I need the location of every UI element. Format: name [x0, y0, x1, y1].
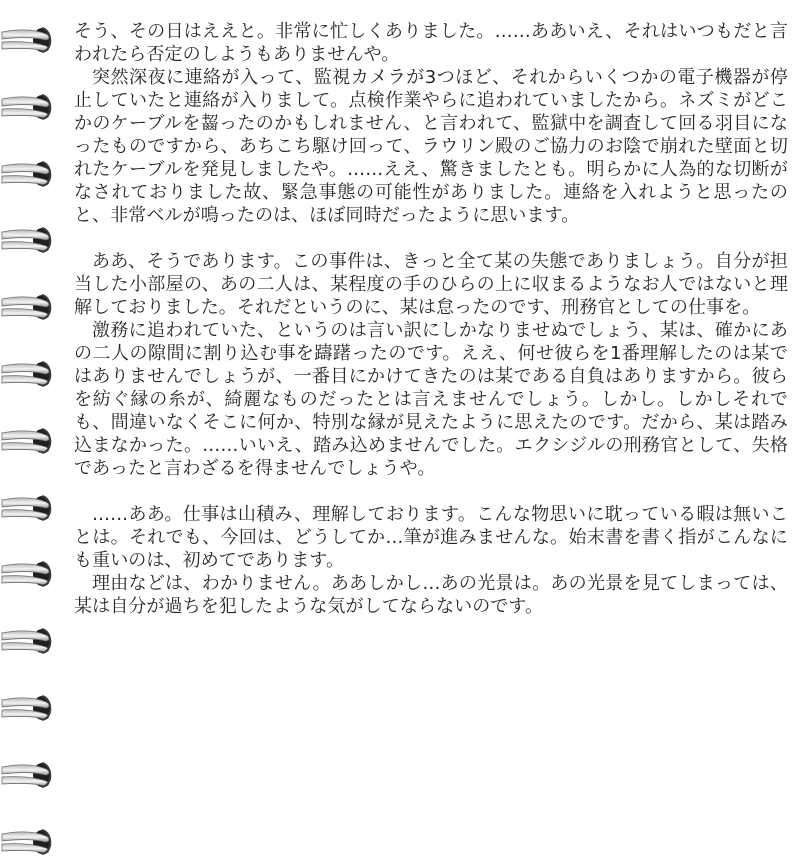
spiral-binding-ring-icon — [0, 289, 56, 325]
section-gap — [74, 227, 788, 250]
section-gap — [74, 480, 788, 503]
paragraph-3-1: ……ああ。仕事は山積み、理解しております。こんな物思いに耽っている暇は無いことは。それでも、今回は、どうしてか…筆が進みませんな。始末書を書く指がこんなにも重いのは、初めてであります。 — [74, 504, 788, 571]
spiral-binding-ring-icon — [0, 690, 56, 726]
spiral-binding-ring-icon — [0, 556, 56, 592]
spiral-binding-ring-icon — [0, 824, 56, 860]
spiral-binding-ring-icon — [0, 757, 56, 793]
spiral-binding — [0, 0, 62, 851]
spiral-binding-ring-icon — [0, 356, 56, 392]
paragraph-1-2: 突然深夜に連絡が入って、監視カメラが3つほど、それからいくつかの電子機器が停止していたと連絡が入りまして。点検作業やらに追われていましたから。ネズミがどこかのケーブルを齧ったのかもしれません、と言われて、監獄中を調査して回る羽目になったものですから、あちこち駆け回って、ラウリン殿のご協力のお陰で崩れた壁面と切れたケーブルを発見しましたや。……ええ、驚きましたとも。明らかに人為的な切断がなされておりました故、緊急事態の可能性がありました。連絡を入れようと思ったのと、非常ベルが鳴ったのは、ほぼ同時だったように思います。 — [74, 67, 788, 226]
spiral-binding-ring-icon — [0, 423, 56, 459]
paragraph-2-1: ああ、そうであります。この事件は、きっと全て某の失態でありましょう。自分が担当した小部屋の、あの二人は、某程度の手のひらの上に収まるようなお人ではないと理解しておりました。それだというのに、某は怠ったのです、刑務官としての仕事を。 — [74, 251, 788, 318]
spiral-binding-ring-icon — [0, 490, 56, 526]
paragraph-2-2: 激務に追われていた、というのは言い訳にしかなりませぬでしょう、某は、確かにあの二人の隙間に割り込む事を躊躇ったのです。ええ、何せ彼らを1番理解したのは某ではありませんでしょうが、一番目にかけてきたのは某である自負はありますから。彼らを紡ぐ縁の糸が、綺麗なものだったとは言えませんでしょう。しかし。しかしそれでも、間違いなくそこに何か、特別な縁が見えたように思えたのです。だから、某は踏み込まなかった。……いいえ、踏み込めませんでした。エクシジルの刑務官として、失格であったと言わざるを得ませんでしょうや。 — [74, 320, 788, 479]
statement-text — [74, 20, 788, 618]
spiral-binding-ring-icon — [0, 22, 56, 58]
spiral-binding-ring-icon — [0, 89, 56, 125]
spiral-binding-ring-icon — [0, 156, 56, 192]
spiral-binding-ring-icon — [0, 623, 56, 659]
paragraph-3-2: 理由などは、わかりません。ああしかし…あの光景は。あの光景を見てしまっては、某は自分が過ちを犯したような気がしてならないのです。 — [74, 573, 788, 617]
spiral-binding-ring-icon — [0, 222, 56, 258]
paragraph-1-1: そう、その日はええと。非常に忙しくありました。……ああいえ、それはいつもだと言われたら否定のしようもありませんや。 — [74, 21, 788, 65]
